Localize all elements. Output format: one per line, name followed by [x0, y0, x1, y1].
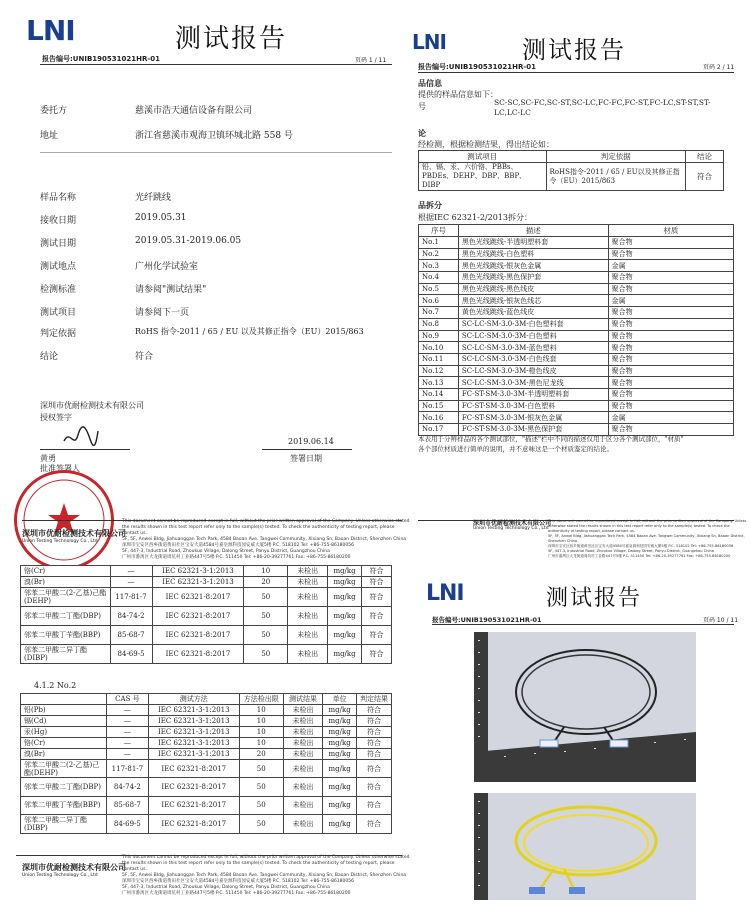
table-cell: — — [107, 716, 149, 727]
table-row — [419, 283, 734, 295]
section-subtitle: 根据IEC 62321-2/2013拆分： — [418, 213, 532, 222]
table-row — [21, 796, 392, 814]
table-cell: mg/kg — [323, 796, 357, 814]
report-page-results — [0, 565, 418, 900]
table-cell: 邻苯二甲酸丁苄酯(BBP) — [21, 796, 107, 814]
table-cell: 邻苯二甲酸二丁酯(DBP) — [21, 607, 111, 626]
table-header: 单位 — [323, 694, 357, 705]
table-cell: — — [110, 566, 152, 577]
table-cell: 聚合物 — [608, 272, 733, 284]
table-header: 材质 — [608, 225, 733, 237]
table-cell: No.15 — [419, 400, 459, 412]
table-cell: No.7 — [419, 307, 459, 319]
table-header: CAS 号 — [107, 694, 149, 705]
table-cell: 邻苯二甲酸二(2-乙基)己酯(DEHP) — [21, 588, 111, 607]
table-row — [21, 749, 392, 760]
table-row — [21, 778, 392, 796]
table-cell: 黑色光线跳线-银灰色线芯 — [458, 295, 608, 307]
table-cell: IEC 62321-3-1:2013 — [148, 705, 239, 716]
table-cell: 黑色光线跳线-黑色线皮 — [458, 283, 608, 295]
table-cell: IEC 62321-8:2017 — [148, 815, 239, 833]
table-header: 测试结果 — [283, 694, 323, 705]
table-cell: 镉(Cd) — [21, 716, 107, 727]
table-row — [419, 353, 734, 365]
table-cell: 84-69-5 — [110, 645, 152, 664]
table-cell: No.5 — [419, 283, 459, 295]
table-cell: 符合 — [356, 796, 391, 814]
field-value: 请参阅"测试结果" — [135, 285, 207, 295]
table-cell: 黄色光线跳线-蓝色线皮 — [458, 307, 608, 319]
table-cell: No.11 — [419, 353, 459, 365]
table-row — [419, 307, 734, 319]
company-logo: LNI — [26, 14, 75, 47]
table-cell: 10 — [244, 566, 288, 577]
table-cell: mg/kg — [328, 645, 362, 664]
table-cell: 聚合物 — [608, 318, 733, 330]
table-cell: 未检出 — [283, 749, 323, 760]
results-table-top — [20, 565, 392, 664]
table-cell: 未检出 — [288, 577, 328, 588]
table-header: 序号 — [419, 225, 459, 237]
table-cell: mg/kg — [323, 760, 357, 778]
table-cell: RoHS指令-2011 / 65 / EU以及其修正指令（EU）2015/863 — [546, 163, 686, 191]
table-cell: 未检出 — [283, 716, 323, 727]
table-cell: 黑色光线跳线-黑色保护套 — [458, 272, 608, 284]
table-cell: No.14 — [419, 388, 459, 400]
table-row — [21, 727, 392, 738]
table-cell: IEC 62321-3-1:2013 — [148, 749, 239, 760]
table-cell: 10 — [239, 716, 283, 727]
table-cell: 符合 — [356, 705, 391, 716]
table-cell: IEC 62321-8:2017 — [148, 796, 239, 814]
table-cell: 黑色光线跳线-银灰色金属 — [458, 260, 608, 272]
table-cell: 未检出 — [288, 626, 328, 645]
field-label: 判定依据 — [40, 329, 77, 339]
table-cell: 符合 — [362, 588, 392, 607]
section-title: 品拆分 — [418, 200, 442, 210]
table-cell: 10 — [239, 705, 283, 716]
date-line — [262, 449, 352, 450]
table-cell: IEC 62321-3-1:2013 — [152, 577, 244, 588]
table-cell: No.13 — [419, 377, 459, 389]
footer-company-en: Union Testing Technology Co., Ltd — [22, 539, 98, 544]
table-row — [419, 412, 734, 424]
table-header — [21, 694, 107, 705]
table-cell: mg/kg — [323, 738, 357, 749]
table-cell: 铅(Pb) — [21, 705, 107, 716]
table-cell: 聚合物 — [608, 424, 733, 436]
page-number: 页码 10 / 11 — [703, 617, 739, 624]
footer-company-en: Union Testing Technology Co., Ltd — [22, 873, 98, 878]
table-row — [419, 237, 734, 249]
signer-role: 批准签署人 — [40, 464, 80, 473]
table-cell: 符合 — [362, 645, 392, 664]
table-cell: FC-ST-SM-3.0-3M-半透明塑料套 — [458, 388, 608, 400]
section-subtitle: 经检测，根据检测结果，得出结论如： — [418, 140, 554, 149]
signer-company: 深圳市优耐检测技术有限公司 — [40, 401, 144, 410]
table-cell: 未检出 — [283, 760, 323, 778]
table-cell: No.1 — [419, 237, 459, 249]
page-number: 页码 1 / 11 — [355, 57, 387, 64]
table-cell: 未检出 — [283, 778, 323, 796]
table-cell: — — [107, 749, 149, 760]
table-row — [419, 272, 734, 284]
table-cell: 邻苯二甲酸丁苄酯(BBP) — [21, 626, 111, 645]
field-label: 测试日期 — [40, 239, 77, 249]
table-cell: IEC 62321-3-1:2013 — [148, 727, 239, 738]
sample-photo-black-cable — [474, 632, 696, 782]
table-row — [21, 607, 392, 626]
table-row — [419, 400, 734, 412]
table-header: 描述 — [458, 225, 608, 237]
client-value: 慈溪市浩天通信设备有限公司 — [135, 106, 253, 116]
table-cell: 50 — [239, 760, 283, 778]
table-cell: SC-LC-SM-3.0-3M-白色塑料套 — [458, 318, 608, 330]
table-cell: No.12 — [419, 365, 459, 377]
table-cell: mg/kg — [323, 815, 357, 833]
table-cell: FC-ST-SM-3.0-3M-黑色保护套 — [458, 424, 608, 436]
field-value: 广州化学试验室 — [135, 262, 199, 272]
section-title: 品信息 — [418, 78, 442, 88]
table-row — [419, 377, 734, 389]
table-cell: 邻苯二甲酸二(2-乙基)己酯(DEHP) — [21, 760, 107, 778]
table-cell: 符合 — [356, 738, 391, 749]
table-cell: mg/kg — [323, 727, 357, 738]
table-cell: 符合 — [362, 626, 392, 645]
field-label: 测试地点 — [40, 262, 77, 272]
table-cell: 金属 — [608, 412, 733, 424]
sign-date-label: 签署日期 — [290, 454, 322, 463]
table-cell: 未检出 — [288, 607, 328, 626]
table-row — [21, 716, 392, 727]
table-cell: 20 — [244, 577, 288, 588]
table-cell: SC-LC-SM-3.0-3M-白色线套 — [458, 353, 608, 365]
section-label: 4.1.2 No.2 — [34, 681, 77, 690]
table-cell: SC-LC-SM-3.0-3M-橙色线皮 — [458, 365, 608, 377]
table-cell: No.2 — [419, 248, 459, 260]
table-header: 结论 — [686, 151, 724, 163]
field-value: 符合 — [135, 352, 154, 362]
sample-photo-yellow-cable — [474, 793, 696, 900]
table-cell: mg/kg — [323, 705, 357, 716]
table-cell: IEC 62321-8:2017 — [152, 626, 244, 645]
table-cell: IEC 62321-8:2017 — [152, 607, 244, 626]
sample-split-table — [418, 224, 734, 436]
table-row — [21, 815, 392, 833]
table-cell: 聚合物 — [608, 342, 733, 354]
table-cell: 符合 — [686, 163, 724, 191]
table-cell: 铬(Cr) — [21, 738, 107, 749]
footer-fine-print: This document cannot be reproduced except in full, without the prior written approval of the Company. Unless otherwise stated the results shown in this test report refer only to the sample(s) tested. To check the authenticity of testing report, please contact us. 5F, 5F, Anwei Bldg, Jiahuanggan Tech Park, 4584 Baoan Ave. Tangwei Community, Xixiang Sn, Baoan District, Shenzhen China 深圳市宝安区西乡街道黄田社区宝安大道4584号嘉皇源科技园安威大厦5楼 P.C. 518102 Tel: +86-755-86180056 5F, 447-3, Industrial Road, Zhoukuo Village, Dalong Street, Panyu District, Guangzhou China 广州市番禺区大龙街道周坑村工业路447号5楼 P.C. 511450 Tel: +86-20-39277761 Fax: +86-755-86180200 — [122, 855, 410, 896]
table-cell: 黑色光线跳线-半透明塑料套 — [458, 237, 608, 249]
table-cell: mg/kg — [328, 588, 362, 607]
field-label: 检测标准 — [40, 285, 77, 295]
report-page-1 — [0, 0, 418, 565]
table-cell: mg/kg — [328, 607, 362, 626]
table-cell: 符合 — [356, 815, 391, 833]
table-cell: mg/kg — [328, 577, 362, 588]
table-cell: IEC 62321-8:2017 — [152, 645, 244, 664]
table-cell: 聚合物 — [608, 365, 733, 377]
table-cell: 符合 — [356, 749, 391, 760]
table-cell: SC-LC-SM-3.0-3M-黑色尼龙线 — [458, 377, 608, 389]
table-cell: 聚合物 — [608, 237, 733, 249]
table-cell: 聚合物 — [608, 248, 733, 260]
table-cell: 聚合物 — [608, 400, 733, 412]
table-cell: 117-81-7 — [107, 760, 149, 778]
table-cell: 未检出 — [288, 588, 328, 607]
table-row — [21, 760, 392, 778]
table-cell: 50 — [244, 588, 288, 607]
table-row — [21, 738, 392, 749]
table-cell: 邻苯二甲酸二异丁酯(DIBP) — [21, 815, 107, 833]
header-rule — [40, 64, 392, 65]
report-number: 报告编号:UNIB190531021HR-01 — [418, 63, 537, 71]
table-cell: 84-74-2 — [107, 778, 149, 796]
report-page-10 — [418, 565, 750, 900]
field-label: 测试项目 — [40, 308, 77, 318]
table-cell: 符合 — [356, 760, 391, 778]
table-cell: 金属 — [608, 295, 733, 307]
table-cell: — — [107, 738, 149, 749]
table-cell: 84-69-5 — [107, 815, 149, 833]
footer-company-en: Union Testing Technology Co., Ltd — [473, 526, 549, 531]
field-label: 样品名称 — [40, 193, 77, 203]
table-row — [419, 365, 734, 377]
table-header: 测试项目 — [419, 151, 547, 163]
table-row — [419, 330, 734, 342]
table-cell: 符合 — [362, 607, 392, 626]
table-cell: — — [107, 705, 149, 716]
table-cell: 邻苯二甲酸二异丁酯(DIBP) — [21, 645, 111, 664]
table-row — [21, 645, 392, 664]
table-cell: mg/kg — [328, 566, 362, 577]
table-row — [21, 705, 392, 716]
table-cell: 符合 — [362, 577, 392, 588]
handwritten-signature — [60, 423, 100, 451]
table-cell: IEC 62321-3-1:2013 — [148, 716, 239, 727]
table-cell: 未检出 — [283, 815, 323, 833]
table-row — [21, 588, 392, 607]
table-row — [419, 318, 734, 330]
table-cell: mg/kg — [323, 778, 357, 796]
table-cell: 未检出 — [288, 645, 328, 664]
address-value: 浙江省慈溪市观海卫镇环城北路 558 号 — [135, 131, 293, 141]
table-cell: 邻苯二甲酸二丁酯(DBP) — [21, 778, 107, 796]
report-number: 报告编号:UNIB190531021HR-01 — [42, 55, 161, 63]
report-page-2 — [412, 0, 750, 565]
client-label: 委托方 — [40, 106, 68, 116]
sign-date: 2019.06.14 — [288, 437, 334, 446]
address-label: 地址 — [40, 131, 59, 141]
table-cell: No.17 — [419, 424, 459, 436]
footer-company: 深圳市优耐检测技术有限公司 — [22, 529, 126, 538]
table-row — [419, 388, 734, 400]
table-cell: 黑色光线跳线-白色塑料 — [458, 248, 608, 260]
table-cell: — — [107, 727, 149, 738]
table-cell: 符合 — [356, 727, 391, 738]
table-cell: 10 — [239, 727, 283, 738]
table-cell: No.9 — [419, 330, 459, 342]
table-cell: IEC 62321-8:2017 — [152, 588, 244, 607]
table-cell: IEC 62321-3-1:2013 — [152, 566, 244, 577]
page-number: 页码 2 / 11 — [703, 64, 735, 71]
model-value: SC-SC,SC-FC,SC-ST,SC-LC,FC-FC,FC-ST,FC-LC,ST-ST,ST-LC,LC-LC — [494, 98, 711, 117]
header-rule — [418, 72, 734, 73]
field-value: 2019.05.31 — [135, 213, 187, 223]
table-row — [419, 248, 734, 260]
table-cell: 汞(Hg) — [21, 727, 107, 738]
table-cell: FC-ST-SM-3.0-3M-银灰色金属 — [458, 412, 608, 424]
table-cell: mg/kg — [323, 749, 357, 760]
table-cell: 20 — [239, 749, 283, 760]
table-note: 各个部位材质进行简单的说明，并不意味这是一个材质鉴定的结论。 — [418, 445, 613, 453]
table-cell: 金属 — [608, 260, 733, 272]
section-title: 论 — [418, 128, 426, 138]
table-cell: 聚合物 — [608, 330, 733, 342]
table-note: 本表用于分辨样品的各个测试部位，"描述"栏中不同的描述仅用于区分各个测试部位，"材质" — [418, 435, 684, 443]
divider — [40, 152, 392, 153]
table-cell: 溴(Br) — [21, 749, 107, 760]
footer-fine-print: This document cannot be reproduced except in full, without the prior written approval of the Company. Unless otherwise stated the results shown in this test report refer only to the sample(s) tested. To check the authenticity of testing report, please contact us. 5F, 5F, Anwei Bldg, Jiahuanggan Tech Park, 4584 Baoan Ave. Tangwei Community, Xixiang Sn, Baoan District, Shenzhen China 深圳市宝安区西乡街道黄田社区宝安大道4584号嘉皇源科技园安威大厦5楼 P.C. 518102 Tel: +86-755-86180056 5F, 447-3, Industrial Road, Zhoukuo Village, Dalong Street, Panyu District, Guangzhou China 广州市番禺区大龙街道周坑村工业路447号5楼 P.C. 511450 Tel: +86-20-39277761 Fax: +86-755-86180200 — [122, 519, 410, 560]
table-header: 方法检出限 — [239, 694, 283, 705]
table-cell: 聚合物 — [608, 388, 733, 400]
table-cell: 117-81-7 — [110, 588, 152, 607]
table-cell: No.16 — [419, 412, 459, 424]
report-number: 报告编号:UNIB190531021HR-01 — [432, 616, 542, 624]
table-row — [21, 566, 392, 577]
page-title: 测试报告 — [522, 36, 626, 64]
table-cell: 溴(Br) — [21, 577, 111, 588]
page-title: 测试报告 — [175, 24, 288, 54]
table-header: 判定结果 — [356, 694, 391, 705]
field-value: 请参阅下一页 — [135, 308, 190, 318]
table-cell: 聚合物 — [608, 353, 733, 365]
table-cell: 符合 — [356, 778, 391, 796]
table-cell: IEC 62321-3-1:2013 — [148, 738, 239, 749]
footer-company: 深圳市优耐检测技术有限公司 — [473, 520, 552, 527]
table-cell: 未检出 — [283, 727, 323, 738]
table-cell: 50 — [239, 815, 283, 833]
signature-line — [40, 449, 130, 450]
table-cell: No.3 — [419, 260, 459, 272]
company-logo: LNI — [412, 30, 446, 54]
table-cell: 符合 — [356, 716, 391, 727]
table-cell: 10 — [239, 738, 283, 749]
field-value: 2019.05.31-2019.06.05 — [135, 236, 242, 246]
model-label: 号 — [418, 102, 426, 111]
table-cell: IEC 62321-8:2017 — [148, 778, 239, 796]
table-cell: 未检出 — [283, 796, 323, 814]
table-header: 判定依据 — [546, 151, 686, 163]
table-cell: No.10 — [419, 342, 459, 354]
table-cell: 铅、镉、汞、六价铬、PBBs、PBDEs、DEHP、DBP、BBP、DIBP — [419, 163, 547, 191]
table-cell: 未检出 — [283, 738, 323, 749]
conclusion-table — [418, 150, 724, 191]
signer-title: 授权签字 — [40, 413, 72, 422]
table-cell: 聚合物 — [608, 377, 733, 389]
table-cell: 聚合物 — [608, 283, 733, 295]
results-table-no2 — [20, 693, 392, 834]
table-cell: 84-74-2 — [110, 607, 152, 626]
table-cell: FC-ST-SM-3.0-3M-白色塑料 — [458, 400, 608, 412]
table-cell: 铬(Cr) — [21, 566, 111, 577]
table-cell: — — [110, 577, 152, 588]
table-cell: 聚合物 — [608, 307, 733, 319]
header-rule — [432, 624, 734, 625]
table-row — [21, 626, 392, 645]
table-cell: 未检出 — [283, 705, 323, 716]
field-label: 接收日期 — [40, 216, 77, 226]
table-row — [419, 295, 734, 307]
table-cell: No.4 — [419, 272, 459, 284]
company-logo: LNI — [426, 581, 464, 606]
table-cell: IEC 62321-8:2017 — [148, 760, 239, 778]
table-row — [419, 260, 734, 272]
table-row — [419, 342, 734, 354]
table-cell: mg/kg — [328, 626, 362, 645]
field-value: RoHS 指令-2011 / 65 / EU 以及其修正指令（EU）2015/863 — [135, 327, 364, 336]
section-subtitle: 提供的样品信息如下： — [418, 90, 498, 99]
table-cell: 85-68-7 — [110, 626, 152, 645]
footer-company: 深圳市优耐检测技术有限公司 — [22, 863, 126, 872]
signer-name: 黄勇 — [40, 454, 56, 463]
footer-fine-print: This document cannot be reproduced except in full, without the prior written approval of the Company. Unless otherwise stated the results shown in this test report refer only to the sample(s) tested. To check the authenticity of testing report, please contact us. 5F, 5F, Anwei Bldg, Jiahuanggan Tech Park, 4584 Baoan Ave. Tangwei Community, Xixiang Sn, Baoan District, Shenzhen China 深圳市宝安区西乡街道黄田社区宝安大道4584号嘉皇源科技园安威大厦5楼 P.C. 518102 Tel: +86-755-86180056 5F, 447-3, Industrial Road, Zhoukuo Village, Dalong Street, Panyu District, Guangzhou China 广州市番禺区大龙街道周坑村工业路447号5楼 P.C. 511450 Tel: +86-20-39277761 Fax: +86-755-86180200 — [548, 519, 747, 558]
table-cell: 50 — [239, 778, 283, 796]
table-cell: No.8 — [419, 318, 459, 330]
table-cell: 符合 — [362, 566, 392, 577]
table-cell: mg/kg — [323, 716, 357, 727]
table-header: 测试方法 — [148, 694, 239, 705]
table-cell: SC-LC-SM-3.0-3M-白色塑料 — [458, 330, 608, 342]
table-cell: 50 — [239, 796, 283, 814]
table-cell: 未检出 — [288, 566, 328, 577]
table-cell: 50 — [244, 645, 288, 664]
table-cell: No.6 — [419, 295, 459, 307]
table-cell: 85-68-7 — [107, 796, 149, 814]
field-label: 结论 — [40, 352, 59, 362]
field-value: 光纤跳线 — [135, 193, 172, 203]
table-row — [21, 577, 392, 588]
page-title: 测试报告 — [546, 586, 643, 611]
table-cell: 50 — [244, 607, 288, 626]
table-cell: SC-LC-SM-3.0-3M-蓝色塑料 — [458, 342, 608, 354]
table-cell: 50 — [244, 626, 288, 645]
